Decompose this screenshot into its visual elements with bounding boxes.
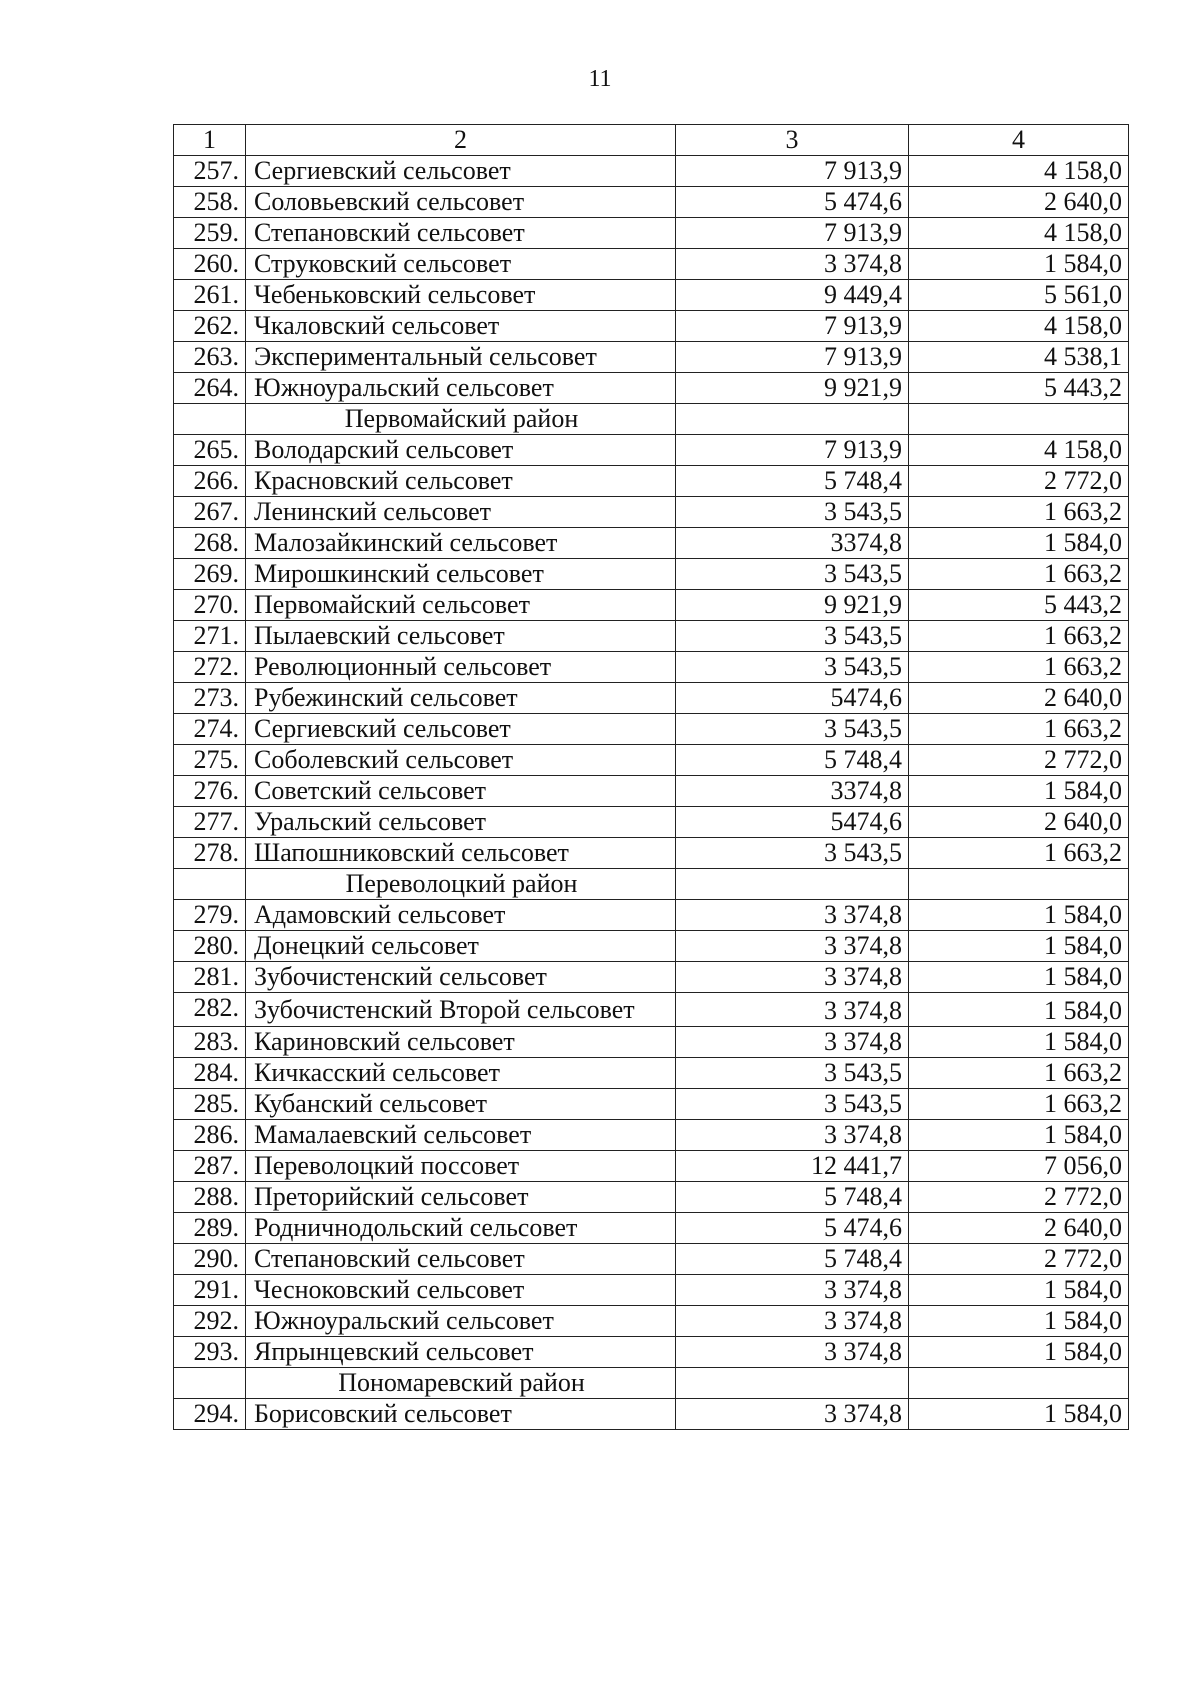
settlement-name: Володарский сельсовет [246,435,676,466]
table-row [174,1151,1129,1182]
value-column-4: 2 640,0 [909,683,1129,714]
value-column-3: 9 921,9 [676,590,909,621]
value-column-3: 7 913,9 [676,311,909,342]
row-number: 266. [174,466,246,497]
settlement-name: Кичкасский сельсовет [246,1058,676,1089]
settlement-name: Мамалаевский сельсовет [246,1120,676,1151]
row-number: 281. [174,962,246,993]
value-column-3: 3 374,8 [676,931,909,962]
settlement-name: Зубочистенский Второй сельсовет [246,993,676,1027]
settlement-name: Южноуральский сельсовет [246,1306,676,1337]
value-column-3: 3 374,8 [676,993,909,1027]
value-column-3: 5 748,4 [676,1182,909,1213]
row-number: 276. [174,776,246,807]
table-row [174,1244,1129,1275]
column-header-2: 2 [246,125,676,156]
row-number: 263. [174,342,246,373]
table-row [174,621,1129,652]
row-number: 278. [174,838,246,869]
table-row [174,900,1129,931]
district-name: Пономаревский район [246,1368,676,1399]
value-column-4: 4 158,0 [909,311,1129,342]
table-row [174,1399,1129,1430]
value-column-4: 1 584,0 [909,249,1129,280]
value-column-3: 5 748,4 [676,1244,909,1275]
row-number: 282. [174,993,246,1027]
table-row [174,249,1129,280]
value-column-4: 1 584,0 [909,776,1129,807]
table-row [174,776,1129,807]
value-column-3: 3 374,8 [676,1027,909,1058]
value-column-3: 7 913,9 [676,342,909,373]
row-number-cell [174,1368,246,1399]
column-header-3: 3 [676,125,909,156]
value-column-3: 7 913,9 [676,156,909,187]
value-column-4: 5 443,2 [909,373,1129,404]
value-column-4: 1 663,2 [909,714,1129,745]
row-number: 289. [174,1213,246,1244]
settlement-name: Рубежинский сельсовет [246,683,676,714]
value-column-3: 3 374,8 [676,1275,909,1306]
district-name: Переволоцкий район [246,869,676,900]
value-column-3: 3 543,5 [676,1058,909,1089]
row-number: 273. [174,683,246,714]
row-number: 288. [174,1182,246,1213]
settlement-name: Родничнодольский сельсовет [246,1213,676,1244]
settlement-name: Чкаловский сельсовет [246,311,676,342]
value-column-3: 3 543,5 [676,652,909,683]
settlement-name: Переволоцкий поссовет [246,1151,676,1182]
value-column-3: 5 748,4 [676,745,909,776]
value-column-3: 5 474,6 [676,187,909,218]
row-number: 269. [174,559,246,590]
value-column-4: 1 584,0 [909,931,1129,962]
row-number: 257. [174,156,246,187]
value-column-4: 1 663,2 [909,1089,1129,1120]
table-row [174,156,1129,187]
row-number: 259. [174,218,246,249]
row-number: 283. [174,1027,246,1058]
row-number: 271. [174,621,246,652]
table-row [174,1275,1129,1306]
settlement-name: Советский сельсовет [246,776,676,807]
row-number-cell [174,404,246,435]
value-column-4: 4 158,0 [909,218,1129,249]
district-heading-row [174,404,1129,435]
row-number: 280. [174,931,246,962]
value-column-3: 7 913,9 [676,435,909,466]
row-number: 293. [174,1337,246,1368]
table-row [174,993,1129,1027]
value-column-4: 1 584,0 [909,900,1129,931]
table-row [174,311,1129,342]
value-column-4: 7 056,0 [909,1151,1129,1182]
value-column-4: 1 584,0 [909,528,1129,559]
value-cell-3 [676,404,909,435]
row-number: 286. [174,1120,246,1151]
value-column-4: 1 663,2 [909,497,1129,528]
district-name: Первомайский район [246,404,676,435]
settlement-name: Соловьевский сельсовет [246,187,676,218]
settlement-name: Струковский сельсовет [246,249,676,280]
table-row [174,714,1129,745]
value-column-4: 4 158,0 [909,156,1129,187]
table-row [174,1058,1129,1089]
value-column-3: 5 474,6 [676,1213,909,1244]
table-row [174,683,1129,714]
value-column-4: 1 584,0 [909,1120,1129,1151]
settlement-name: Чесноковский сельсовет [246,1275,676,1306]
table-row [174,807,1129,838]
row-number: 260. [174,249,246,280]
settlement-name: Чебеньковский сельсовет [246,280,676,311]
table-row [174,1089,1129,1120]
row-number: 291. [174,1275,246,1306]
settlement-name: Экспериментальный сельсовет [246,342,676,373]
settlement-name: Красновский сельсовет [246,466,676,497]
settlement-name: Зубочистенский сельсовет [246,962,676,993]
row-number: 275. [174,745,246,776]
settlement-name: Преторийский сельсовет [246,1182,676,1213]
row-number: 258. [174,187,246,218]
table-body [174,125,1129,1430]
value-column-3: 3374,8 [676,528,909,559]
settlement-name: Революционный сельсовет [246,652,676,683]
row-number: 292. [174,1306,246,1337]
table-row [174,280,1129,311]
value-cell-4 [909,404,1129,435]
table-row [174,528,1129,559]
row-number: 272. [174,652,246,683]
table-row [174,1027,1129,1058]
row-number: 274. [174,714,246,745]
settlement-name: Адамовский сельсовет [246,900,676,931]
value-column-4: 1 663,2 [909,559,1129,590]
value-column-3: 3 543,5 [676,714,909,745]
value-column-3: 3 374,8 [676,249,909,280]
value-column-3: 5474,6 [676,683,909,714]
row-number: 284. [174,1058,246,1089]
district-heading-row [174,869,1129,900]
value-column-4: 1 584,0 [909,1337,1129,1368]
table-row [174,218,1129,249]
value-column-4: 5 443,2 [909,590,1129,621]
table-row [174,435,1129,466]
table-row [174,931,1129,962]
table-row [174,497,1129,528]
value-column-4: 2 640,0 [909,187,1129,218]
value-column-3: 3 543,5 [676,559,909,590]
row-number: 264. [174,373,246,404]
value-column-3: 3 374,8 [676,1306,909,1337]
value-column-3: 3 543,5 [676,838,909,869]
settlement-name: Сергиевский сельсовет [246,714,676,745]
value-column-3: 3 374,8 [676,1337,909,1368]
value-column-4: 1 584,0 [909,1399,1129,1430]
row-number: 262. [174,311,246,342]
settlement-name: Уральский сельсовет [246,807,676,838]
page-number: 11 [588,66,612,92]
table-row [174,1120,1129,1151]
table-row [174,187,1129,218]
row-number: 279. [174,900,246,931]
row-number: 277. [174,807,246,838]
row-number: 270. [174,590,246,621]
value-column-3: 3 374,8 [676,1120,909,1151]
table-row [174,373,1129,404]
value-column-3: 5474,6 [676,807,909,838]
value-column-4: 5 561,0 [909,280,1129,311]
row-number: 290. [174,1244,246,1275]
value-column-4: 4 538,1 [909,342,1129,373]
value-column-3: 3 543,5 [676,1089,909,1120]
table-row [174,1182,1129,1213]
value-cell-3 [676,869,909,900]
table-row [174,652,1129,683]
value-column-3: 3 543,5 [676,497,909,528]
value-column-3: 7 913,9 [676,218,909,249]
settlement-name: Пылаевский сельсовет [246,621,676,652]
value-column-3: 3 374,8 [676,1399,909,1430]
value-column-3: 9 449,4 [676,280,909,311]
settlement-name: Борисовский сельсовет [246,1399,676,1430]
row-number: 285. [174,1089,246,1120]
value-column-4: 2 640,0 [909,1213,1129,1244]
table-header-row [174,125,1129,156]
table-row [174,1213,1129,1244]
value-cell-4 [909,1368,1129,1399]
table-row [174,590,1129,621]
settlement-name: Южноуральский сельсовет [246,373,676,404]
row-number: 287. [174,1151,246,1182]
value-cell-3 [676,1368,909,1399]
value-column-3: 12 441,7 [676,1151,909,1182]
table-row [174,745,1129,776]
settlement-name: Япрынцевский сельсовет [246,1337,676,1368]
row-number: 294. [174,1399,246,1430]
value-column-4: 2 772,0 [909,1244,1129,1275]
value-column-3: 3 374,8 [676,962,909,993]
settlement-name: Соболевский сельсовет [246,745,676,776]
settlement-name: Малозайкинский сельсовет [246,528,676,559]
value-column-4: 2 772,0 [909,745,1129,776]
value-cell-4 [909,869,1129,900]
column-header-1: 1 [174,125,246,156]
value-column-3: 3374,8 [676,776,909,807]
settlement-name: Ленинский сельсовет [246,497,676,528]
value-column-4: 1 584,0 [909,962,1129,993]
value-column-3: 9 921,9 [676,373,909,404]
value-column-3: 5 748,4 [676,466,909,497]
row-number: 268. [174,528,246,559]
table-row [174,838,1129,869]
table-row [174,342,1129,373]
row-number: 261. [174,280,246,311]
table-row [174,1337,1129,1368]
value-column-4: 1 663,2 [909,1058,1129,1089]
value-column-3: 3 543,5 [676,621,909,652]
table-row [174,559,1129,590]
value-column-4: 1 663,2 [909,838,1129,869]
column-header-4: 4 [909,125,1129,156]
value-column-4: 1 584,0 [909,993,1129,1027]
value-column-4: 4 158,0 [909,435,1129,466]
table-row [174,466,1129,497]
settlement-name: Степановский сельсовет [246,218,676,249]
value-column-4: 1 584,0 [909,1275,1129,1306]
settlement-name: Кариновский сельсовет [246,1027,676,1058]
value-column-4: 1 663,2 [909,621,1129,652]
settlement-name: Сергиевский сельсовет [246,156,676,187]
value-column-4: 2 772,0 [909,1182,1129,1213]
settlement-name: Шапошниковский сельсовет [246,838,676,869]
value-column-4: 1 584,0 [909,1306,1129,1337]
settlement-name: Мирошкинский сельсовет [246,559,676,590]
settlement-name: Степановский сельсовет [246,1244,676,1275]
district-heading-row [174,1368,1129,1399]
settlement-name: Первомайский сельсовет [246,590,676,621]
data-table [173,124,1129,1430]
row-number: 265. [174,435,246,466]
value-column-4: 2 772,0 [909,466,1129,497]
value-column-4: 2 640,0 [909,807,1129,838]
settlement-name: Донецкий сельсовет [246,931,676,962]
table-row [174,1306,1129,1337]
value-column-4: 1 663,2 [909,652,1129,683]
settlement-name: Кубанский сельсовет [246,1089,676,1120]
value-column-4: 1 584,0 [909,1027,1129,1058]
row-number: 267. [174,497,246,528]
row-number-cell [174,869,246,900]
table-row [174,962,1129,993]
value-column-3: 3 374,8 [676,900,909,931]
